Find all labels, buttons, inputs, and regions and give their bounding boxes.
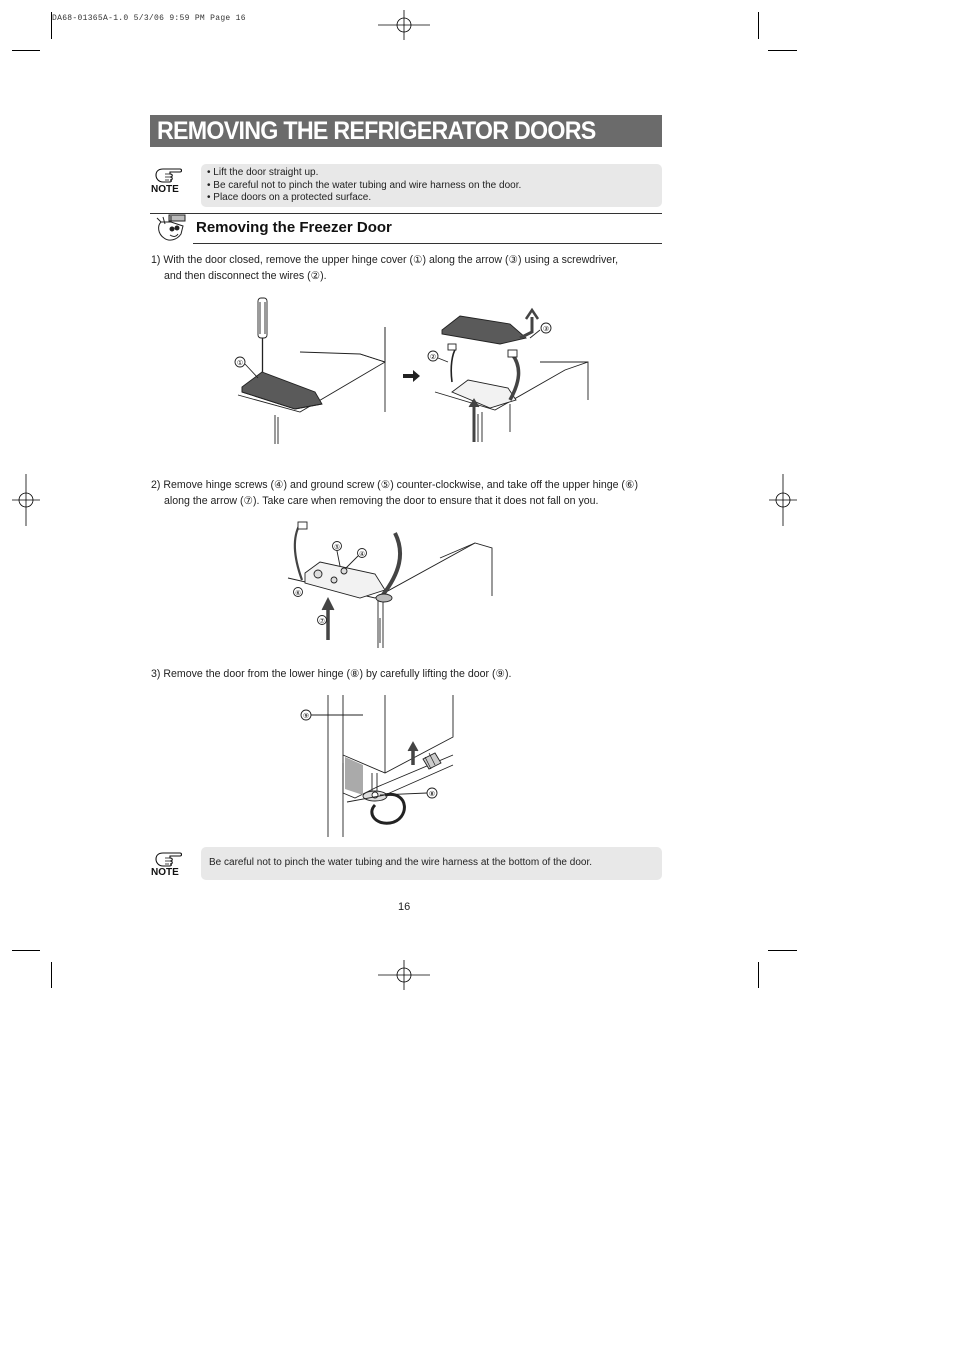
page-title: REMOVING THE REFRIGERATOR DOORS: [157, 117, 596, 145]
bottom-note-box: [201, 847, 662, 880]
step-2-line-1: 2) Remove hinge screws (④) and ground screw (⑤) counter-clockwise, and take off the upper hinge (⑥): [151, 479, 638, 491]
section-rule-top: [150, 213, 662, 214]
section-title: Removing the Freezer Door: [196, 219, 392, 236]
callout-7: ⑦: [319, 618, 325, 625]
section-rule-bottom: [193, 243, 662, 244]
pointing-hand-icon: [154, 850, 184, 868]
callout-6: ⑥: [295, 590, 301, 597]
callout-9: ⑨: [302, 713, 310, 720]
top-note-list: [207, 167, 521, 205]
bottom-note-text: Be careful not to pinch the water tubing and the wire harness at the bottom of the door.: [209, 857, 593, 868]
page-number: 16: [398, 901, 411, 913]
cartoon-hand-icon: [155, 212, 189, 244]
step-2-line-2: along the arrow (⑦). Take care when removing the door to ensure that it does not fall on you.: [164, 495, 599, 507]
note-label: NOTE: [151, 867, 179, 878]
figure-lower-hinge: [295, 695, 460, 840]
top-note-box: [201, 164, 662, 207]
note-label: NOTE: [151, 184, 179, 195]
step-1-line-2: and then disconnect the wires (②).: [164, 270, 327, 282]
note-item: • Lift the door straight up.: [207, 167, 319, 178]
callout-2: ②: [429, 354, 437, 361]
step-3-line-1: 3) Remove the door from the lower hinge (⑧) by carefully lifting the door (⑨).: [151, 668, 512, 680]
pointing-hand-icon: [154, 166, 184, 184]
callout-1: ①: [236, 360, 244, 367]
step-1: [151, 252, 671, 284]
callout-8: ⑧: [428, 791, 436, 798]
step-1-line-1: 1) With the door closed, remove the upper hinge cover (①) along the arrow (③) using a screwdriver,: [151, 254, 619, 266]
figure-upper-hinge-removal: [280, 518, 500, 653]
step-2: [151, 477, 671, 509]
right-arrow-icon: [403, 370, 420, 382]
note-item: • Be careful not to pinch the water tubing and wire harness on the door.: [207, 179, 522, 191]
callout-3: ③: [542, 326, 550, 333]
callout-5: ⑤: [334, 544, 340, 551]
print-stamp: DA68-01365A-1.0 5/3/06 9:59 PM Page 16: [52, 14, 246, 23]
callout-4: ④: [359, 551, 365, 558]
step-3: [151, 666, 671, 682]
figure-hinge-cover-removal: [220, 292, 600, 447]
note-item: • Place doors on a protected surface.: [207, 192, 372, 203]
